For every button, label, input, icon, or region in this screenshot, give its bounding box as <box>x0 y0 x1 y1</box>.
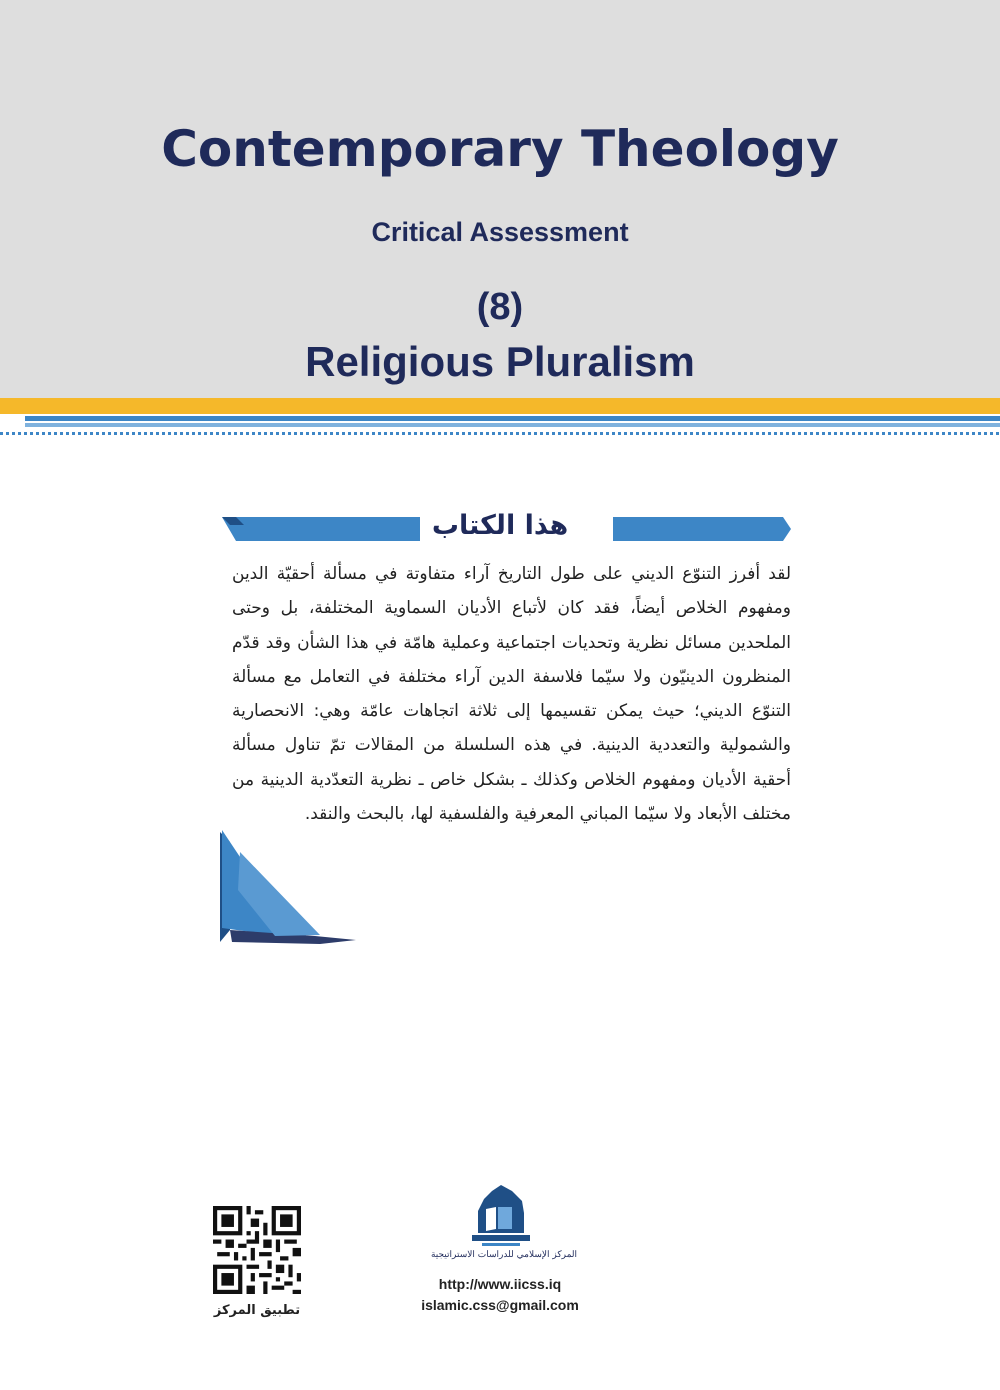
about-heading: هذا الكتاب <box>431 510 569 541</box>
volume-title: Religious Pluralism <box>305 338 695 385</box>
yellow-band <box>0 398 1000 414</box>
about-body-text: لقد أفرز التنوّع الديني على طول التاريخ آراء متفاوتة في مسألة أحقيّة الدين ومفهوم الخلاص أيضاً، فقد كان لأتباع الأديان السماوية المختلفة، بل وحتى الملحدين مسائل نظرية وتحديات اجتماعية وعملية هامّة في هذا الشأن وقد قدّم المنظرون الدينيّون ولا سيّما فلاسفة الدين آراء مختلفة في التعامل مع مسألة التنوّع الديني؛ حيث يمكن تقسيمها إلى ثلاثة اتجاهات عامّة وهي: الانحصارية والشمولية والتعددية الدينية. في هذه السلسلة من المقالات تمّ تناول مسألة أحقية الأديان ومفهوم الخلاص وكذلك ـ بشكل خاص ـ نظرية التعدّدية الدينية من مختلف الأبعاد ولا سيّما المباني المعرفية والفلسفية لها، بالبحث والنقد. <box>232 564 791 825</box>
light-blue-band <box>25 423 1000 427</box>
publisher-name: المركز الإسلامي للدراسات الاستراتيجية <box>430 1250 578 1260</box>
website-link[interactable]: http://www.iicss.iq <box>438 1276 562 1292</box>
publisher-logo-icon <box>472 1183 530 1247</box>
header-panel <box>0 0 1000 398</box>
email-link[interactable]: islamic.css@gmail.com <box>421 1297 579 1313</box>
book-subtitle: Critical Assessment <box>371 217 629 247</box>
corner-decoration <box>220 830 360 945</box>
dotted-divider <box>0 432 1000 435</box>
qr-caption: تطبيق المركز <box>213 1303 301 1318</box>
qr-code-icon[interactable] <box>213 1206 301 1294</box>
book-title: Contemporary Theology <box>161 120 839 178</box>
volume-number: (8) <box>476 286 524 328</box>
blue-band <box>25 416 1000 421</box>
